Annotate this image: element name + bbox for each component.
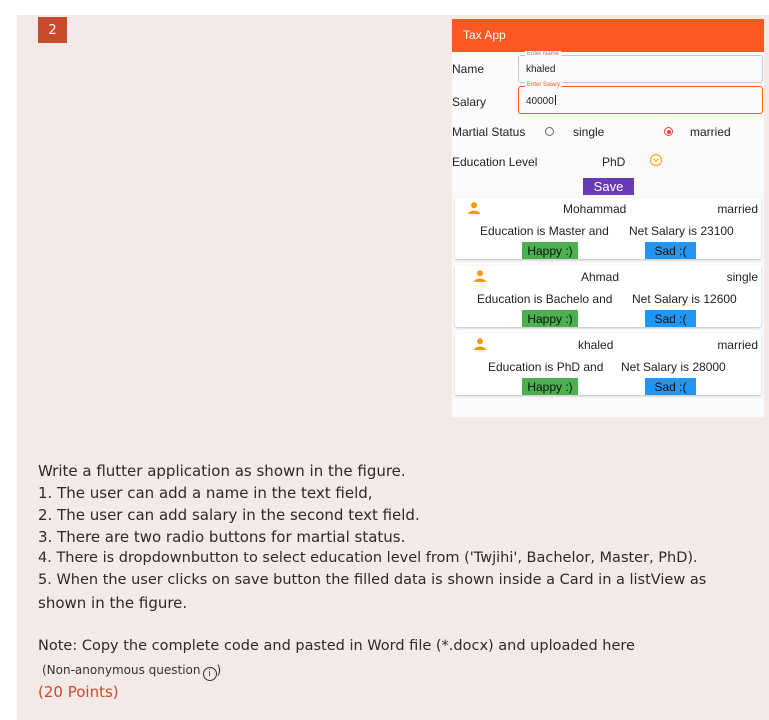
name-field-value: khaled <box>526 64 556 75</box>
happy-button[interactable]: Happy :) <box>522 242 578 259</box>
dropdown-arrow-icon[interactable] <box>650 154 662 166</box>
app-bar <box>452 19 764 52</box>
question-line: shown in the figure. <box>38 594 188 612</box>
non-anonymous-text: (Non-anonymous question <box>42 663 201 677</box>
radio-married-label: married <box>690 125 731 139</box>
question-line: 1. The user can add a name in the text field, <box>38 484 373 502</box>
card-name: Ahmad <box>581 270 620 284</box>
sad-button[interactable]: Sad :( <box>645 310 696 327</box>
card-status: married <box>717 338 758 352</box>
question-note: Note: Copy the complete code and pasted in Word file (*.docx) and uploaded here <box>38 638 635 654</box>
name-field[interactable] <box>518 51 763 83</box>
card-name: Mohammad <box>563 202 627 216</box>
question-line: Write a flutter application as shown in the figure. <box>38 462 406 480</box>
list-item <box>455 198 761 259</box>
text-caret <box>555 95 556 105</box>
question-number-badge: 2 <box>38 17 67 43</box>
app-title: Tax App <box>463 28 506 42</box>
education-level-label: Education Level <box>452 155 538 169</box>
salary-field[interactable] <box>518 82 763 114</box>
sad-button[interactable]: Sad :( <box>645 242 696 259</box>
card-education: Education is PhD and <box>488 360 604 374</box>
question-line: 2. The user can add salary in the second text field. <box>38 506 420 524</box>
radio-single[interactable] <box>545 127 554 136</box>
save-button[interactable]: Save <box>583 178 634 195</box>
radio-single-label: single <box>573 125 605 139</box>
card-name: khaled <box>578 338 614 352</box>
person-icon <box>473 269 487 283</box>
person-icon <box>473 337 487 351</box>
question-line: 3. There are two radio buttons for martial status. <box>38 528 406 546</box>
info-icon[interactable]: i <box>203 667 217 681</box>
marital-status-label: Martial Status <box>452 125 526 139</box>
radio-married[interactable] <box>664 127 673 136</box>
sad-button[interactable]: Sad :( <box>645 378 696 395</box>
salary-field-label: Enter Salary <box>527 82 561 88</box>
card-salary: Net Salary is 28000 <box>621 360 726 374</box>
education-dropdown-value[interactable]: PhD <box>602 155 626 169</box>
non-anonymous-note <box>42 663 221 681</box>
name-label: Name <box>452 62 485 76</box>
card-salary: Net Salary is 12600 <box>632 292 737 306</box>
question-line: 4. There is dropdownbutton to select education level from ('Twjihi', Bachelor, Master, PhD). <box>38 550 698 566</box>
non-anonymous-close: ) <box>216 663 222 677</box>
card-status: married <box>717 202 758 216</box>
card-education: Education is Master and <box>480 224 609 238</box>
app-screenshot <box>452 19 764 417</box>
list-item <box>455 334 761 395</box>
salary-field-value: 40000 <box>526 96 554 107</box>
happy-button[interactable]: Happy :) <box>522 310 578 327</box>
card-education: Education is Bachelo and <box>477 292 613 306</box>
happy-button[interactable]: Happy :) <box>522 378 578 395</box>
person-icon <box>467 201 481 215</box>
card-salary: Net Salary is 23100 <box>629 224 734 238</box>
points-label: (20 Points) <box>38 683 119 701</box>
card-status: single <box>726 270 758 284</box>
name-field-label: Enter Name <box>527 51 560 57</box>
list-item <box>455 266 761 327</box>
question-line: 5. When the user clicks on save button the filled data is shown inside a Card in a listView as <box>38 572 707 588</box>
salary-label: Salary <box>452 95 487 109</box>
